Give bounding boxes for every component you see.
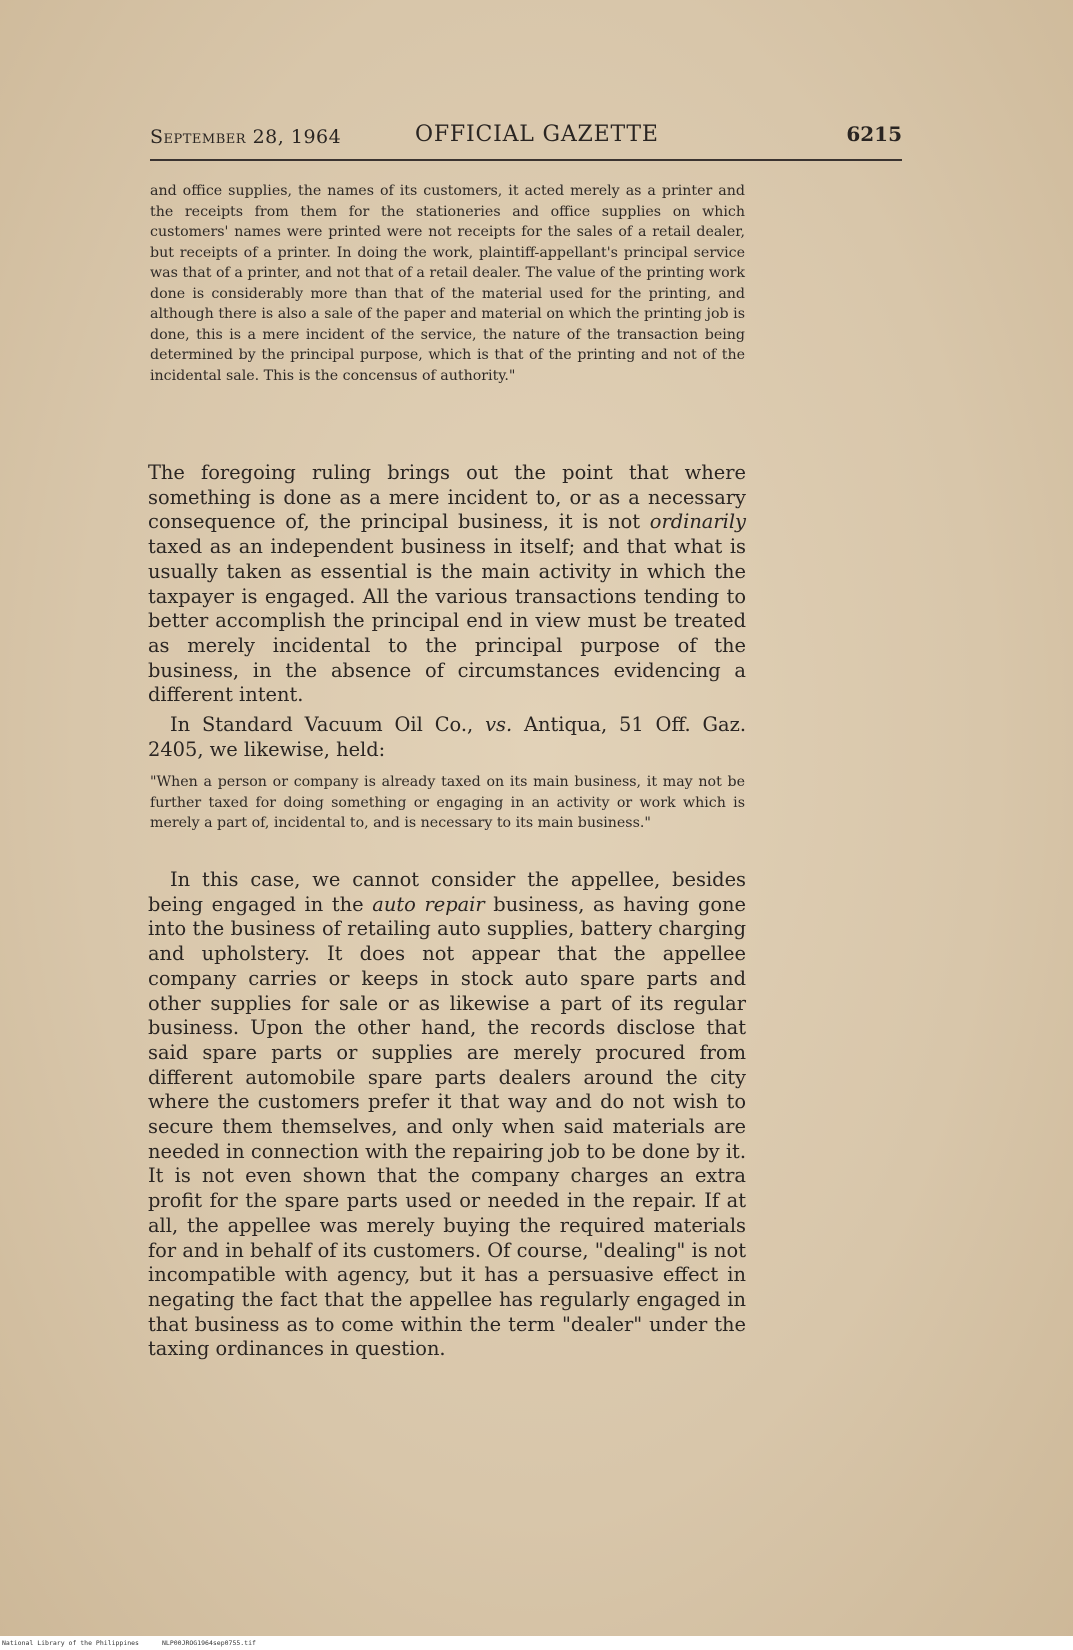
header-date: September 28, 1964 xyxy=(150,126,342,148)
footer-filename: NLP00JROG1964sep0755.tif xyxy=(162,1639,256,1647)
paragraph-emphasis: vs. xyxy=(485,713,513,736)
header-title: OFFICIAL GAZETTE xyxy=(415,122,659,147)
paragraph-text: The foregoing ruling brings out the point that where something is done as a mere incident to, or as a necessary consequence of, the principal business, it is not xyxy=(148,461,746,534)
scan-footer xyxy=(0,1636,1073,1650)
page-header xyxy=(150,120,902,152)
paragraph-text: taxed as an independent business in itself; and that what is usually taken as essential is the main activity in which the taxpayer is engaged. All the various transactions tending to better accomplish the principal end in view must be treated as merely incidental to the principal purpose of the business, in the absence of circumstances evidencing a different intent. xyxy=(148,535,746,707)
paragraph-this-case xyxy=(148,868,746,1362)
footer-library: National Library of the Philippines xyxy=(2,1639,139,1647)
block-quote-middle: "When a person or company is already taxed on its main business, it may not be further taxed for doing something or engaging in an activity or work which is merely a part of, incidental to, and is necessary to its main business." xyxy=(150,774,745,831)
header-rule xyxy=(150,159,902,161)
block-quote-top: and office supplies, the names of its customers, it acted merely as a printer and the receipts from them for the stationeries and office supplies on which customers' names were printed were not receipts for the sales of a retail dealer, but receipts of a printer. In doing the work, plaintiff-appellant's principal service was that of a printer, and not that of a retail dealer. The value of the printing work done is considerably more than that of the material used for the printing, and although there is also a sale of the paper and material on which the printing job is done, this is a mere incident of the service, the nature of the transaction being determined by the principal purpose, which is that of the printing and not of the incidental sale. This is the concensus of authority." xyxy=(150,183,745,384)
paragraph-text: In this case, we cannot consider the appellee, besides being engaged in the xyxy=(148,868,746,916)
paragraph-emphasis: auto repair xyxy=(372,892,485,916)
paragraph-standard-vacuum xyxy=(148,713,746,762)
paragraph-text: In Standard Vacuum Oil Co., xyxy=(170,713,486,736)
header-page-number: 6215 xyxy=(846,122,902,146)
paragraph-emphasis: ordinarily xyxy=(649,510,746,534)
paragraph-text: business, as having gone into the business of retailing auto supplies, battery charging and upholstery. It does not appear that the appellee company carries or keeps in stock auto spare parts and other supplies for sale or as likewise a part of its regular business. Upon the other hand, the records disclose that said spare parts or supplies are merely procured from different automobile spare parts dealers around the city where the customers prefer it that way and do not wish to secure them themselves, and only when said materials are needed in connection with the repairing job to be done by it. It is not even shown that the company charges an extra profit for the spare parts used or needed in the repair. If at all, the appellee was merely buying the required materials for and in behalf of its customers. Of course, "dealing" is not incompatible with agency, but it has a persuasive effect in negating the fact that the appellee has regularly engaged in that business as to come within the term "dealer" under the taxing ordinances in question. xyxy=(148,892,746,1361)
paragraph-foregoing-ruling xyxy=(148,461,746,708)
paragraph-text: Antiqua, 51 Off. Gaz. 2405, we likewise, held: xyxy=(148,713,746,761)
